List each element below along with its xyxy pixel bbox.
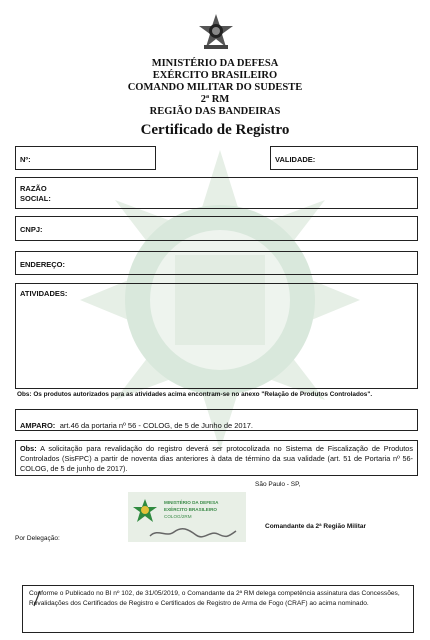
validade-field bbox=[270, 146, 418, 170]
cnpj-field bbox=[15, 216, 418, 241]
stamp-line2: EXÉRCITO BRASILEIRO bbox=[164, 507, 218, 512]
header-army: EXÉRCITO BRASILEIRO bbox=[152, 70, 278, 81]
delegation-label: Por Delegação: bbox=[15, 535, 60, 542]
stamp-emblem-icon bbox=[132, 498, 158, 524]
endereco-label: ENDEREÇO: bbox=[20, 260, 66, 269]
header-command: COMANDO MILITAR DO SUDESTE bbox=[127, 82, 303, 93]
obs-revalidacao-text: A solicitação para revalidação do registro deverá ser protocolizada no Sistema de Fiscalização de Produtos Controlados (SisFPC) a partir de noventa dias anteriores à data de término da sua validade (art. 51 de Portaria nº 56-COLOG, de 5 de junho de 2017). bbox=[20, 444, 414, 473]
obs-revalidacao-box bbox=[15, 440, 418, 476]
amparo-text: art.46 da portaria nº 56 - COLOG, de 5 de Junho de 2017. bbox=[59, 421, 254, 430]
razao-label-line2: SOCIAL: bbox=[20, 194, 51, 203]
obs-produtos-note: Obs: Os produtos autorizados para as atividades acima encontram-se no anexo "Relação de Produtos Controlados". bbox=[17, 391, 373, 398]
official-stamp bbox=[128, 492, 246, 542]
numero-field bbox=[15, 146, 156, 170]
footer-note: Conforme o Publicado no BI nº 102, de 31/05/2019, o Comandante da 2ª RM delega competência assinatura das Concessões, Revalidações dos Certificados de Registro e Certificados de Registro de Arma de Fogo (CRAF) ao acima nominado. bbox=[22, 585, 414, 633]
stamp-line3: COLOG/2RM bbox=[164, 514, 192, 519]
stamp-line1: MINISTÉRIO DA DEFESA bbox=[164, 500, 219, 505]
numero-label: Nº: bbox=[20, 155, 31, 164]
cnpj-label: CNPJ: bbox=[20, 225, 43, 234]
header-region-number: 2ª RM bbox=[200, 94, 230, 105]
signature-scribble bbox=[148, 526, 238, 540]
amparo-label: AMPARO: bbox=[20, 421, 56, 430]
obs-revalidacao-label: Obs: bbox=[20, 444, 37, 453]
amparo-box bbox=[15, 409, 418, 431]
header-ministry: MINISTÉRIO DA DEFESA bbox=[151, 58, 279, 69]
endereco-field bbox=[15, 251, 418, 275]
place-text: São Paulo - SP, bbox=[255, 481, 301, 488]
page-title: Certificado de Registro bbox=[140, 122, 290, 138]
validade-label: VALIDADE: bbox=[275, 155, 316, 164]
atividades-field bbox=[15, 283, 418, 389]
header-region-name: REGIÃO DAS BANDEIRAS bbox=[149, 106, 281, 117]
razao-label-line1: RAZÃO bbox=[20, 184, 47, 193]
atividades-label: ATIVIDADES: bbox=[20, 289, 68, 298]
razao-social-field bbox=[15, 177, 418, 209]
commander-label: Comandante da 2ª Região Militar bbox=[265, 523, 367, 530]
coat-of-arms-icon bbox=[196, 12, 236, 52]
